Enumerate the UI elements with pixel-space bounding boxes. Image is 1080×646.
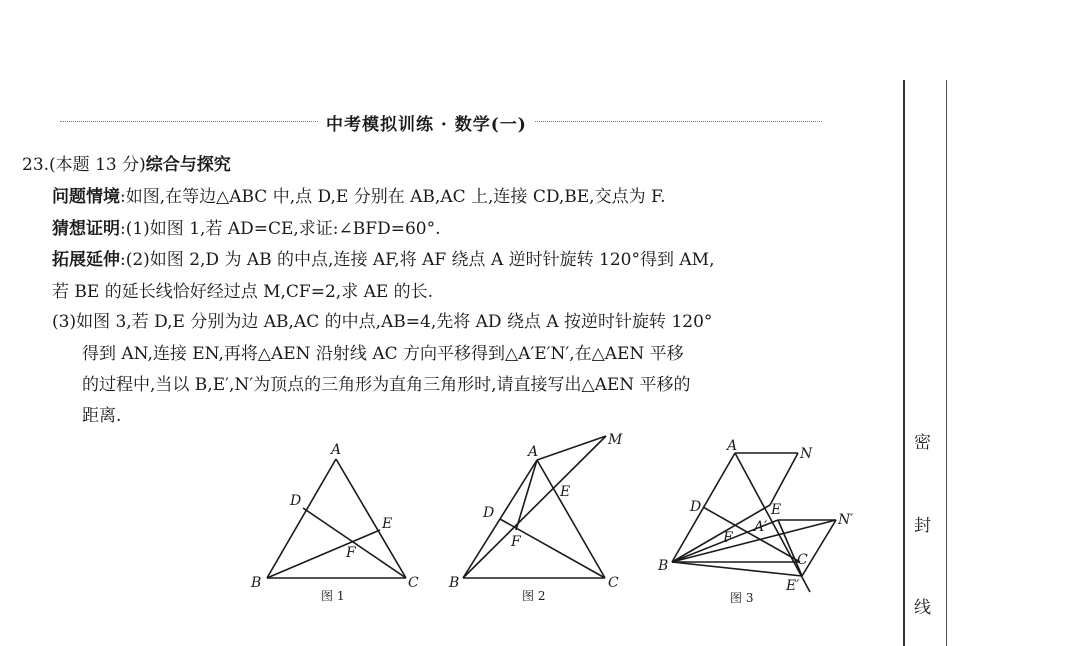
question-number: 23.(本题 13 分) [22,155,146,175]
conjecture-text: :(1)如图 1,若 AD=CE,求证:∠BFD=60°. [120,219,441,239]
section-label-conjecture: 猜想证明 [52,219,120,239]
question-line-5: (3)如图 3,若 D,E 分别为边 AB,AC 的中点,AB=4,先将 AD 绕点 A 按逆时针旋转 120° [52,312,713,332]
fig2-segment-af [516,460,537,530]
binding-char-feng: 封 [914,516,931,536]
binding-line-inner [946,80,947,646]
fig3-label-a-prime: A′ [754,519,768,535]
question-line-2 [52,218,440,240]
fig1-label-d: D [290,493,302,509]
fig3-segment-en [770,453,798,505]
section-label-scenario: 问题情境 [52,187,120,207]
fig2-label-d: D [483,505,495,521]
fig3-label-e: E [771,502,782,518]
figure-3 [650,432,870,602]
extension-text: :(2)如图 2,D 为 AB 的中点,连接 AF,将 AF 绕点 A 逆时针旋转 120°得到 AM, [120,250,715,270]
figure-1-caption: 图 1 [321,589,345,603]
fig3-label-n-prime: N′ [838,512,854,528]
fig2-segment-am [537,436,606,460]
fig3-label-a: A [727,438,738,454]
figure-2-caption: 图 2 [522,589,546,603]
page-title: 中考模拟训练 · 数学(一) [318,110,535,135]
question-line-3 [52,249,715,271]
fig1-segment-be [267,530,380,578]
section-label-extension: 拓展延伸 [52,250,120,270]
fig2-label-m: M [608,432,623,448]
fig1-label-f: F [346,545,356,561]
question-line-6: 得到 AN,连接 EN,再将△AEN 沿射线 AC 方向平移得到△A′E′N′,在△AEN 平移 [82,344,684,364]
figure-3-caption: 图 3 [730,591,754,605]
scenario-text: :如图,在等边△ABC 中,点 D,E 分别在 AB,AC 上,连接 CD,BE,交点为 F. [120,187,666,207]
fig2-label-b: B [449,575,460,591]
fig3-label-f: F [723,530,733,546]
fig3-label-c: C [797,552,808,568]
fig1-side-ab [267,459,336,578]
fig3-segment-be2 [672,562,802,576]
fig2-label-a: A [528,444,539,460]
fig1-label-a: A [331,442,342,458]
fig3-label-n: N [800,446,813,462]
question-line-8: 距离. [82,406,122,426]
fig3-label-d: D [690,499,702,515]
binding-line-outer [903,80,905,646]
figure-2 [440,426,640,596]
fig1-label-b: B [251,575,262,591]
binding-char-xian: 线 [914,598,931,618]
question-line-1 [52,186,666,208]
fig2-label-f: F [511,534,521,550]
binding-char-mi: 密 [914,433,931,453]
fig3-label-b: B [658,558,669,574]
fig1-label-e: E [382,516,393,532]
question-line-4: 若 BE 的延长线恰好经过点 M,CF=2,求 AE 的长. [52,282,434,302]
figure-1 [240,436,430,596]
fig3-label-e-prime: E′ [786,578,800,594]
question-line-7: 的过程中,当以 B,E′,N′为顶点的三角形为直角三角形时,请直接写出△AEN 平移的 [82,375,691,395]
fig1-label-c: C [408,575,419,591]
question-topic: 综合与探究 [145,155,231,175]
question-header [22,154,231,176]
fig2-side-ac [537,460,605,578]
fig2-label-c: C [608,575,619,591]
fig2-label-e: E [560,484,571,500]
